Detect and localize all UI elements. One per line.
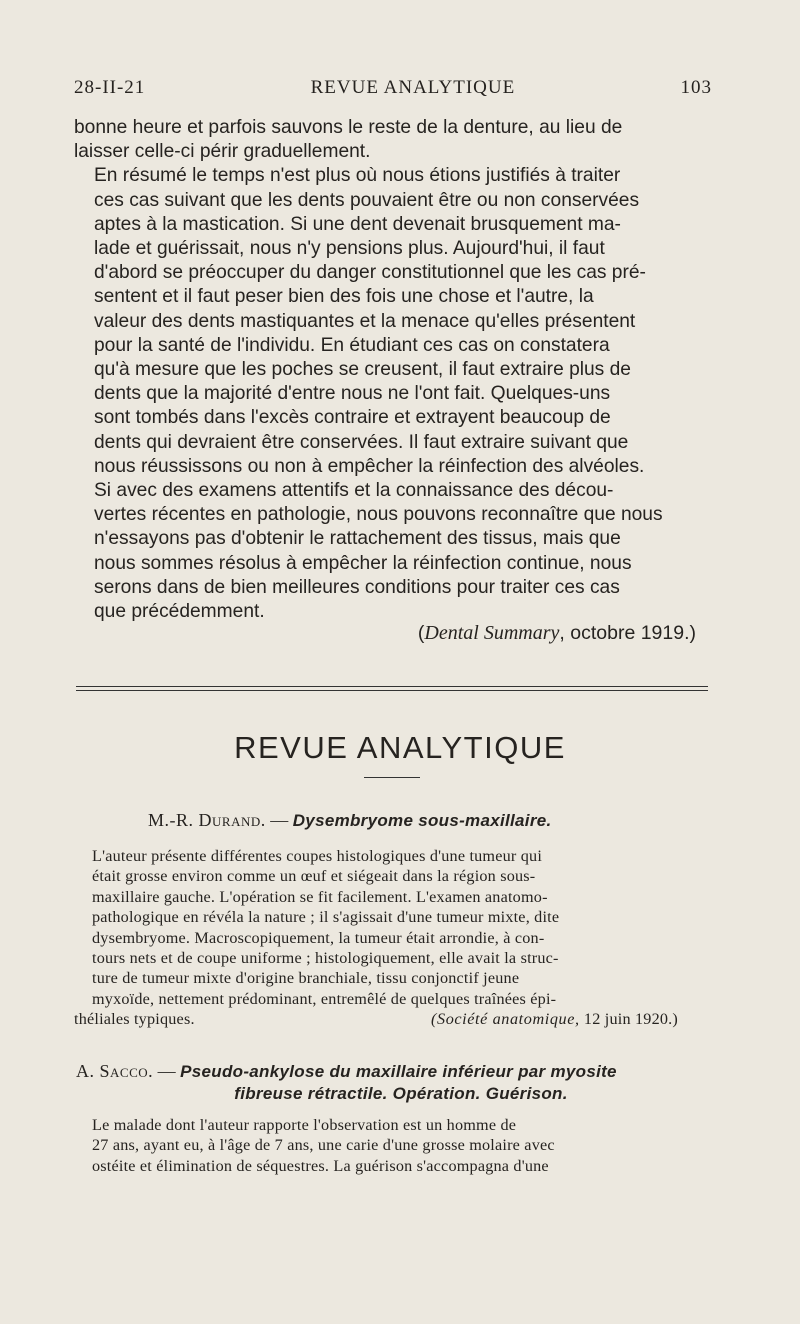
text-line: En résumé le temps n'est plus où nous étions justifiés à traiter bbox=[94, 165, 621, 187]
text-line: vertes récentes en pathologie, nous pouvons reconnaître que nous bbox=[94, 504, 663, 526]
text-line: myxoïde, nettement prédominant, entremêlé de quelques traînées épi- bbox=[92, 989, 557, 1008]
text-line: valeur des dents mastiquantes et la menace qu'elles présentent bbox=[94, 310, 636, 332]
running-title: REVUE ANALYTIQUE bbox=[310, 77, 516, 98]
text-line: sentent et il faut peser bien des fois une chose et l'autre, la bbox=[94, 286, 594, 308]
text-line: tours nets et de coupe uniforme ; histologiquement, elle avait la struc- bbox=[92, 949, 559, 968]
text-line: sont tombés dans l'excès contraire et extrayent beaucoup de bbox=[94, 407, 611, 429]
abstract-title: Pseudo-ankylose du maxillaire inférieur par myosite bbox=[180, 1062, 617, 1081]
reference-date: 12 juin 1920.) bbox=[579, 1010, 678, 1029]
text-line: dysembryome. Macroscopiquement, la tumeur était arrondie, à con- bbox=[92, 928, 545, 947]
text-line: était grosse environ comme un œuf et siégeait dans la région sous- bbox=[92, 867, 536, 886]
title-underline bbox=[364, 777, 420, 778]
abstract-body-durand bbox=[74, 846, 714, 1030]
heading-dash: — bbox=[153, 1061, 181, 1081]
issue-date: 28-II-21 bbox=[74, 77, 146, 98]
heading-line-1 bbox=[76, 1061, 726, 1082]
text-line: ture de tumeur mixte d'origine branchiale, tissu conjonctif jeune bbox=[92, 969, 520, 988]
abstract-heading-sacco bbox=[76, 1061, 726, 1104]
section-divider-top bbox=[76, 686, 708, 687]
text-line: bonne heure et parfois sauvons le reste de la denture, au lieu de bbox=[74, 117, 623, 138]
page-number: 103 bbox=[680, 77, 712, 98]
text-line: laisser celle-ci périr graduellement. bbox=[74, 141, 371, 163]
section-divider-bottom bbox=[76, 690, 708, 691]
abstract-author: M.-R. Durand. bbox=[148, 810, 266, 830]
text-line: n'essayons pas d'obtenir le rattachement des tissus, mais que bbox=[94, 528, 621, 550]
text-line: nous sommes résolus à empêcher la réinfection continue, nous bbox=[94, 552, 632, 574]
abstract-paragraph bbox=[74, 846, 714, 1030]
text-line: théliales typiques. bbox=[74, 1010, 195, 1029]
text-line: dents qui devraient être conservées. Il faut extraire suivant que bbox=[94, 431, 629, 453]
text-line: que précédemment. bbox=[94, 601, 265, 623]
text-line: dents que la majorité d'entre nous ne l'ont fait. Quelques-uns bbox=[94, 383, 611, 405]
heading-line-2 bbox=[76, 1083, 726, 1104]
text-line: pour la santé de l'individu. En étudiant ces cas on constatera bbox=[94, 334, 610, 356]
heading-dash: — bbox=[265, 810, 293, 830]
text-line-with-reference bbox=[74, 1009, 714, 1029]
article-citation bbox=[74, 622, 696, 645]
text-line: 27 ans, ayant eu, à l'âge de 7 ans, une carie d'une grosse molaire avec bbox=[92, 1136, 555, 1155]
abstract-body-sacco bbox=[74, 1115, 714, 1176]
text-line: Le malade dont l'auteur rapporte l'observation est un homme de bbox=[92, 1116, 517, 1134]
text-line: Si avec des examens attentifs et la connaissance des décou- bbox=[94, 480, 614, 502]
text-line: maxillaire gauche. L'opération se fit facilement. L'examen anatomo- bbox=[92, 887, 548, 906]
paragraph-2 bbox=[74, 164, 714, 479]
abstract-author: A. Sacco. bbox=[76, 1061, 154, 1081]
text-line: L'auteur présente différentes coupes histologiques d'une tumeur qui bbox=[92, 847, 543, 865]
abstract-reference bbox=[431, 1009, 678, 1029]
continued-article-text bbox=[74, 116, 714, 624]
text-line: qu'à mesure que les poches se creusent, il faut extraire plus de bbox=[94, 359, 631, 381]
text-line: ces cas suivant que les dents pouvaient être ou non conservées bbox=[94, 189, 640, 211]
text-line: aptes à la mastication. Si une dent devenait brusquement ma- bbox=[94, 213, 621, 235]
citation-source: Dental Summary bbox=[424, 622, 560, 644]
text-line: ostéite et élimination de séquestres. La guérison s'accompagna d'une bbox=[92, 1156, 549, 1175]
citation-open: ( bbox=[417, 622, 425, 644]
running-head bbox=[74, 77, 712, 99]
text-line: d'abord se préoccuper du danger constitutionnel que les cas pré- bbox=[94, 262, 646, 284]
text-line: nous réussissons ou non à empêcher la réinfection des alvéoles. bbox=[94, 455, 645, 477]
abstract-heading-durand bbox=[148, 810, 748, 831]
paragraph-1 bbox=[74, 116, 714, 164]
abstract-paragraph bbox=[74, 1115, 714, 1176]
text-line: pathologique en révéla la nature ; il s'agissait d'une tumeur mixte, dite bbox=[92, 908, 560, 927]
abstract-title: Dysembryome sous-maxillaire. bbox=[292, 811, 552, 830]
abstract-title-continued: fibreuse rétractile. Opération. Guérison. bbox=[234, 1084, 568, 1103]
paragraph-3 bbox=[74, 479, 714, 624]
text-line: serons dans de bien meilleures conditions pour traiter ces cas bbox=[94, 576, 620, 598]
citation-date: , octobre 1919.) bbox=[559, 622, 696, 644]
reference-journal: (Société anatomique, bbox=[431, 1010, 580, 1029]
section-title: REVUE ANALYTIQUE bbox=[234, 730, 566, 765]
text-line: lade et guérissait, nous n'y pensions plus. Aujourd'hui, il faut bbox=[94, 238, 605, 260]
